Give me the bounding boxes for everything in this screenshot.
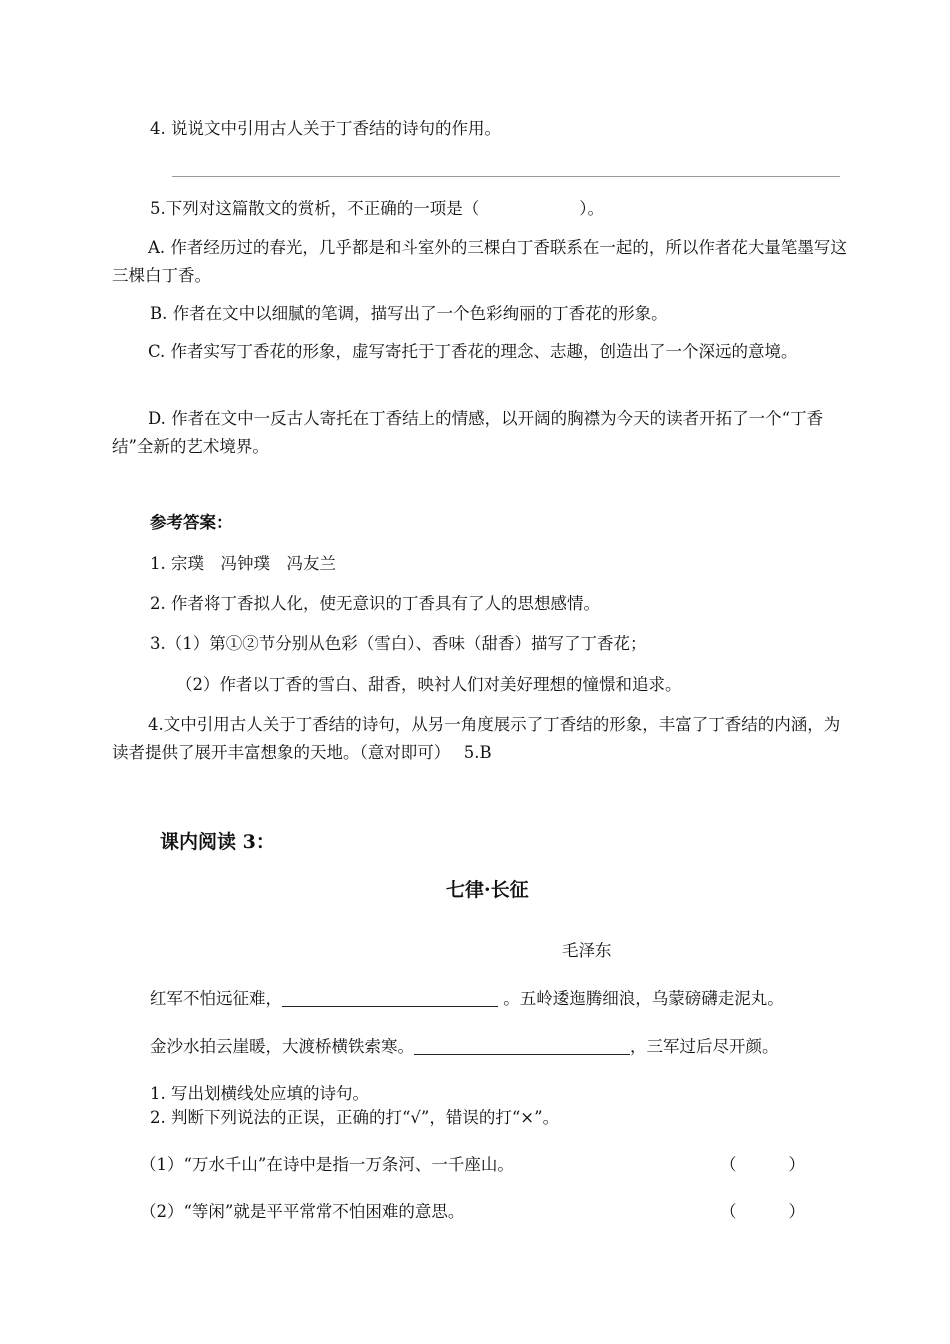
- answer-3-1: 3.（1）第①②节分别从色彩（雪白）、香味（甜香）描写了丁香花；: [150, 634, 647, 653]
- option-c: C. 作者实写丁香花的形象，虚写寄托于丁香花的理念、志趣，创造出了一个深远的意境。: [148, 342, 798, 361]
- answers-title: 参考答案：: [150, 513, 233, 532]
- question-4: 4. 说说文中引用古人关于丁香结的诗句的作用。: [150, 119, 501, 138]
- poem-line-2-first: 金沙水拍云崖暖，大渡桥横铁索寒。: [150, 1037, 414, 1056]
- question-5-stem: [150, 198, 604, 220]
- poem-line-2: [150, 1036, 779, 1058]
- option-a: A. 作者经历过的春光，几乎都是和斗室外的三棵白丁香联系在一起的，所以作者花大量笔墨写这三棵白丁香。: [112, 238, 847, 285]
- poem-author: 毛泽东: [562, 941, 612, 960]
- blank-1[interactable]: [282, 988, 498, 1007]
- paren-open: （: [720, 1202, 737, 1221]
- paren-close: ）: [788, 1155, 805, 1174]
- paren-open: （: [720, 1155, 737, 1174]
- blank-2[interactable]: [414, 1036, 630, 1055]
- answer-4-5: 4.文中引用古人关于丁香结的诗句，从另一角度展示了丁香结的形象，丰富了丁香结的内涵，为读者提供了展开丰富想象的天地。（意对即可） 5.B: [112, 715, 841, 762]
- answer-3-2: （2）作者以丁香的雪白、甜香，映衬人们对美好理想的憧憬和追求。: [176, 675, 682, 694]
- paren-close: ）: [788, 1202, 805, 1221]
- poem-title: 七律·长征: [446, 879, 529, 901]
- option-b: B. 作者在文中以细腻的笔调，描写出了一个色彩绚丽的丁香花的形象。: [150, 304, 668, 323]
- answer-1: 1. 宗璞 冯钟璞 冯友兰: [150, 554, 336, 573]
- question-r3-2: 2. 判断下列说法的正误，正确的打“√”，错误的打“×”。: [150, 1108, 560, 1127]
- judge-item-1: （1）“万水千山”在诗中是指一万条河、一千座山。: [140, 1155, 514, 1174]
- poem-line-1: [150, 988, 784, 1010]
- option-d: D. 作者在文中一反古人寄托在丁香结上的情感，以开阔的胸襟为今天的读者开拓了一个“丁香结”全新的艺术境界。: [112, 409, 824, 456]
- judge-answer-2[interactable]: [720, 1201, 805, 1223]
- question-5-stem-after: ）。: [579, 199, 604, 218]
- reading-3-heading: 课内阅读 3：: [160, 831, 275, 853]
- poem-line-2-rest: ，三军过后尽开颜。: [630, 1037, 779, 1056]
- question-5-stem-before: 5.下列对这篇散文的赏析，不正确的一项是（: [150, 199, 480, 218]
- judge-answer-1[interactable]: [720, 1154, 805, 1176]
- judge-item-2: （2）“等闲”就是平平常常不怕困难的意思。: [140, 1202, 465, 1221]
- answer-line-q4: [172, 176, 840, 177]
- poem-line-1-rest: 。五岭逶迤腾细浪，乌蒙磅礴走泥丸。: [503, 989, 784, 1008]
- answer-2: 2. 作者将丁香拟人化，使无意识的丁香具有了人的思想感情。: [150, 594, 600, 613]
- question-r3-1: 1. 写出划横线处应填的诗句。: [150, 1084, 369, 1103]
- poem-line-1-first: 红军不怕远征难，: [150, 989, 282, 1008]
